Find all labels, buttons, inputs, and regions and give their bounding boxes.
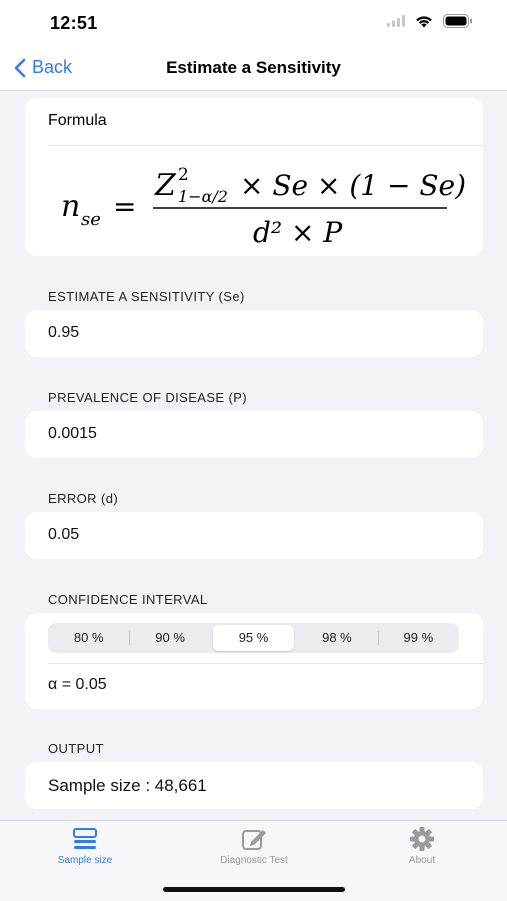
- confidence-card: [25, 613, 483, 709]
- formula-z-sup: 2: [178, 165, 189, 185]
- confidence-divider: [48, 663, 483, 664]
- tab-diagnostic-test-label: Diagnostic Test: [220, 855, 288, 866]
- wifi-icon: [415, 15, 433, 28]
- sample-size-result: Sample size : 48,661: [48, 776, 207, 795]
- segment-99[interactable]: 99 %: [378, 625, 459, 651]
- formula-z: Z: [155, 168, 176, 203]
- scroll-content[interactable]: [0, 91, 507, 820]
- edit-icon: [240, 827, 268, 851]
- formula-equation: [25, 153, 483, 253]
- segment-98[interactable]: 98 %: [322, 630, 352, 645]
- segment-90[interactable]: 90 %: [129, 625, 210, 651]
- battery-icon: [443, 14, 473, 28]
- error-value[interactable]: 0.05: [48, 526, 80, 543]
- tab-about[interactable]: [352, 827, 492, 866]
- confidence-segmented-control: [48, 623, 459, 653]
- tab-diagnostic-test[interactable]: [184, 827, 324, 866]
- formula-z-sub: 1−α/2: [178, 187, 228, 206]
- tab-sample-size-label: Sample size: [57, 855, 113, 866]
- formula-equals: =: [113, 190, 137, 223]
- stack-icon: [71, 827, 99, 851]
- navigation-bar: [0, 48, 507, 91]
- formula-lhs-sub: se: [81, 209, 101, 230]
- formula-divider: [48, 145, 483, 146]
- formula-title: Formula: [48, 112, 107, 129]
- output-card: [25, 762, 483, 809]
- output-label: OUTPUT: [48, 741, 104, 756]
- tab-about-label: About: [408, 855, 436, 866]
- signal-icon: [387, 15, 405, 27]
- error-label: ERROR (d): [48, 491, 119, 506]
- sensitivity-value[interactable]: 0.95: [48, 324, 80, 341]
- gear-icon: [408, 827, 436, 851]
- prevalence-label: PREVALENCE OF DISEASE (P): [48, 390, 248, 405]
- status-time: 12:51: [50, 13, 98, 33]
- tab-sample-size[interactable]: [15, 827, 155, 866]
- back-label: Back: [32, 57, 73, 77]
- prevalence-value[interactable]: 0.0015: [48, 425, 97, 442]
- formula-card: [25, 98, 483, 256]
- status-bar: [0, 0, 507, 48]
- formula-numerator-rest: × Se × (1 − Se): [240, 169, 467, 202]
- formula-lhs: n: [61, 189, 81, 224]
- page-title: Estimate a Sensitivity: [166, 58, 341, 77]
- prevalence-field[interactable]: [25, 411, 483, 458]
- error-field[interactable]: [25, 512, 483, 559]
- segment-80[interactable]: 80 %: [73, 630, 104, 645]
- alpha-value: α = 0.05: [48, 676, 107, 693]
- confidence-label: CONFIDENCE INTERVAL: [48, 592, 208, 607]
- formula-denominator: d² × P: [253, 216, 343, 249]
- status-icons: [387, 14, 473, 28]
- segment-95[interactable]: 95 %: [213, 625, 294, 651]
- home-indicator: [163, 887, 345, 892]
- sensitivity-field[interactable]: [25, 310, 483, 357]
- sensitivity-label: ESTIMATE A SENSITIVITY (Se): [48, 289, 245, 304]
